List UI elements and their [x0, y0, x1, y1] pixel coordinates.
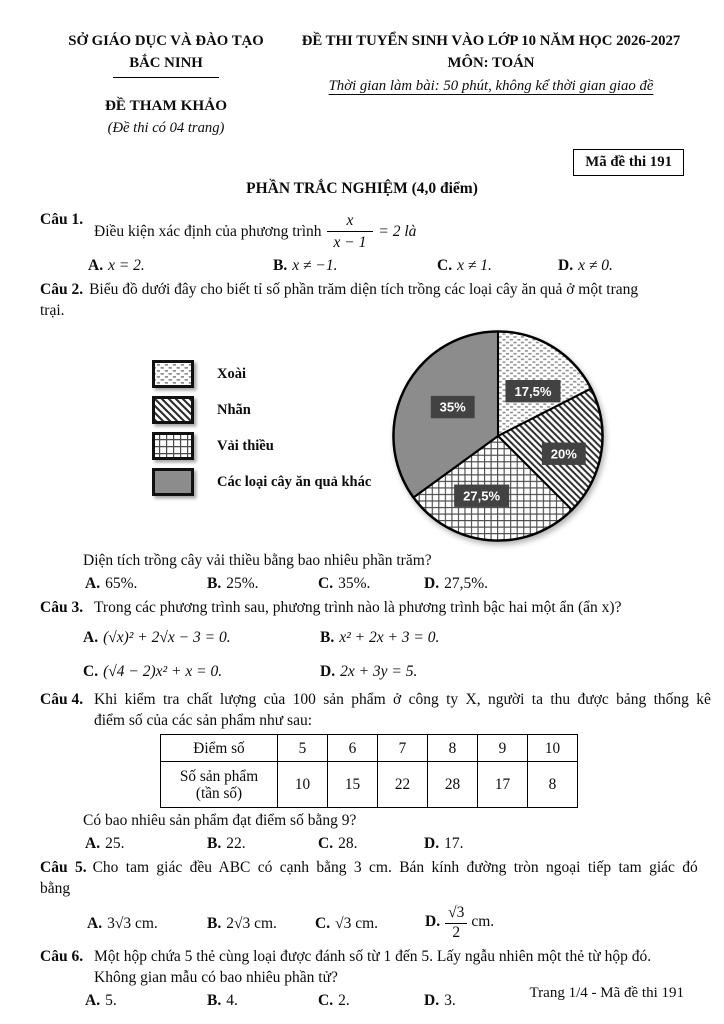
option-d: D. 27,5%. — [424, 575, 488, 592]
question-4-line2: điểm số của các sản phẩm như sau: — [94, 712, 313, 729]
legend-swatch-gray-icon — [152, 468, 194, 496]
question-5-label: Câu 5. — [40, 859, 87, 876]
question-3-options — [83, 627, 684, 682]
svg-text:20%: 20% — [550, 446, 577, 462]
option-d: D. $\frac{√3}{2}$ cm. — [425, 904, 495, 941]
option-b: B. 4. — [207, 992, 238, 1009]
header-left — [40, 30, 292, 139]
fraction-denominator: x − 1 — [333, 233, 367, 251]
pie-label-xoai — [505, 380, 560, 402]
row-header-count: Số sản phẩm (tần số) — [161, 762, 278, 808]
exam-duration: Thời gian làm bài: 50 phút, không kể thời gian giao đề — [328, 78, 654, 94]
legend-label: Các loại cây ăn quả khác — [217, 473, 372, 490]
option-c: C. 35%. — [318, 575, 371, 592]
option-b: B. 25%. — [207, 575, 259, 592]
question-4-label: Câu 4. — [40, 691, 84, 708]
question-5 — [40, 857, 698, 899]
exam-title: ĐỀ THI TUYỂN SINH VÀO LỚP 10 NĂM HỌC 2026-2027 — [301, 33, 681, 49]
count-cell: 8 — [528, 762, 578, 808]
count-cell: 17 — [478, 762, 528, 808]
question-1-label: Câu 1. — [40, 211, 84, 228]
option-a: A. 25. — [85, 835, 125, 852]
score-table — [160, 734, 578, 808]
option-a: A. (√x)² + 2√x − 3 = 0. — [83, 629, 231, 646]
svg-text:27,5%: 27,5% — [463, 488, 501, 504]
department-name: SỞ GIÁO DỤC VÀ ĐÀO TẠO — [68, 33, 264, 49]
question-4-subquestion: Có bao nhiêu sản phẩm đạt điểm số bằng 9? — [83, 812, 357, 829]
option-a: A. x = 2. — [88, 257, 145, 274]
table-row-scores — [161, 735, 578, 762]
score-cell: 7 — [378, 735, 428, 762]
question-3-label: Câu 3. — [40, 599, 84, 616]
option-c: C. √3 cm. — [315, 914, 379, 932]
score-cell: 10 — [528, 735, 578, 762]
pie-chart — [386, 324, 610, 548]
section-title: PHẦN TRẮC NGHIỆM (4,0 điểm) — [246, 180, 478, 197]
legend-item-nhan — [152, 396, 386, 424]
count-cell: 15 — [328, 762, 378, 808]
legend-swatch-dots-icon — [152, 360, 194, 388]
question-4 — [40, 689, 711, 731]
option-d: D. 3. — [424, 992, 456, 1009]
question-2-label: Câu 2. — [40, 281, 84, 298]
question-6-label: Câu 6. — [40, 948, 84, 965]
header-right — [292, 30, 684, 139]
draft-label: ĐỀ THAM KHẢO — [104, 97, 228, 114]
fraction: $\frac{√3}{2}$ — [445, 904, 467, 942]
legend-swatch-grid-icon — [152, 432, 194, 460]
page-footer: Trang 1/4 - Mã đề thi 191 — [529, 985, 684, 1001]
option-c: C. 28. — [318, 835, 358, 852]
question-5-options — [87, 903, 684, 943]
question-1 — [40, 209, 684, 253]
pie-label-vai-thieu — [454, 485, 509, 507]
fraction — [327, 211, 374, 252]
legend-item-xoai — [152, 360, 386, 388]
province-name: BẮC NINH — [113, 52, 219, 78]
svg-text:17,5%: 17,5% — [514, 383, 552, 399]
question-2-line1: Biểu đồ dưới đây cho biết tỉ số phần trăm diện tích trồng các loại cây ăn quả ở một trang — [89, 281, 639, 298]
header — [40, 30, 684, 139]
count-cell: 10 — [278, 762, 328, 808]
score-cell: 9 — [478, 735, 528, 762]
question-2-subquestion: Diện tích trồng cây vải thiều bằng bao nhiêu phần trăm? — [83, 552, 432, 569]
option-a: A. 65%. — [85, 575, 138, 592]
pie-label-khac — [431, 396, 475, 418]
exam-code-box: Mã đề thi 191 — [573, 149, 684, 176]
question-1-text-before: Điều kiện xác định của phương trình — [94, 222, 322, 240]
option-a: A. 5. — [85, 992, 117, 1009]
count-cell: 22 — [378, 762, 428, 808]
question-1-prompt — [94, 209, 684, 253]
legend-swatch-stripes-icon — [152, 396, 194, 424]
question-2 — [40, 279, 684, 321]
score-cell: 5 — [278, 735, 328, 762]
question-2-line2: trại. — [40, 302, 65, 319]
question-4-options — [85, 833, 684, 854]
question-1-text-after: = 2 là — [378, 222, 417, 240]
table-row-counts — [161, 762, 578, 808]
option-b: B. x ≠ −1. — [273, 257, 338, 274]
pages-note: (Đề thi có 04 trang) — [107, 120, 225, 136]
option-b: B. 2√3 cm. — [207, 914, 277, 932]
legend-label: Xoài — [217, 365, 246, 382]
question-4-line1: Khi kiểm tra chất lượng của 100 sản phẩm ở công ty X, người ta thu được bảng thống kê — [94, 691, 711, 708]
chart-legend — [152, 324, 386, 548]
count-cell: 28 — [428, 762, 478, 808]
legend-item-khac — [152, 468, 386, 496]
question-5-line1: Cho tam giác đều ABC có cạnh bằng 3 cm. Bán kính đường tròn ngoại tiếp tam giác đó — [92, 859, 698, 876]
question-6-line2: Không gian mẫu có bao nhiêu phần tử? — [94, 969, 338, 986]
question-6-line1: Một hộp chứa 5 thẻ cùng loại được đánh số từ 1 đến 5. Lấy ngẫu nhiên một thẻ từ hộp đó. — [94, 948, 652, 965]
option-c: C. 2. — [318, 992, 350, 1009]
option-b: B. x² + 2x + 3 = 0. — [320, 629, 440, 646]
question-3 — [40, 597, 684, 618]
option-a: A. 3√3 cm. — [87, 914, 158, 932]
legend-label: Nhãn — [217, 401, 251, 418]
question-6 — [40, 946, 684, 988]
pie-chart-figure — [152, 324, 684, 548]
pie-label-nhan — [542, 443, 586, 465]
exam-subject: MÔN: TOÁN — [447, 55, 535, 71]
question-3-text: Trong các phương trình sau, phương trình nào là phương trình bậc hai một ẩn (ẩn x)? — [94, 599, 622, 616]
option-d: D. x ≠ 0. — [558, 257, 613, 274]
legend-label: Vải thiều — [217, 437, 274, 454]
option-c: C. x ≠ 1. — [437, 257, 492, 274]
question-2-options — [85, 573, 684, 594]
option-b: B. 22. — [207, 835, 246, 852]
row-header-score: Điểm số — [161, 735, 278, 762]
score-cell: 8 — [428, 735, 478, 762]
svg-text:35%: 35% — [439, 399, 466, 415]
option-c: C. (√4 − 2)x² + x = 0. — [83, 663, 223, 680]
score-cell: 6 — [328, 735, 378, 762]
fraction-numerator: x — [327, 211, 374, 232]
question-1-options — [88, 255, 684, 276]
option-d: D. 2x + 3y = 5. — [320, 663, 418, 680]
legend-item-vai-thieu — [152, 432, 386, 460]
option-d: D. 17. — [424, 835, 464, 852]
question-5-line2: bằng — [40, 880, 71, 897]
